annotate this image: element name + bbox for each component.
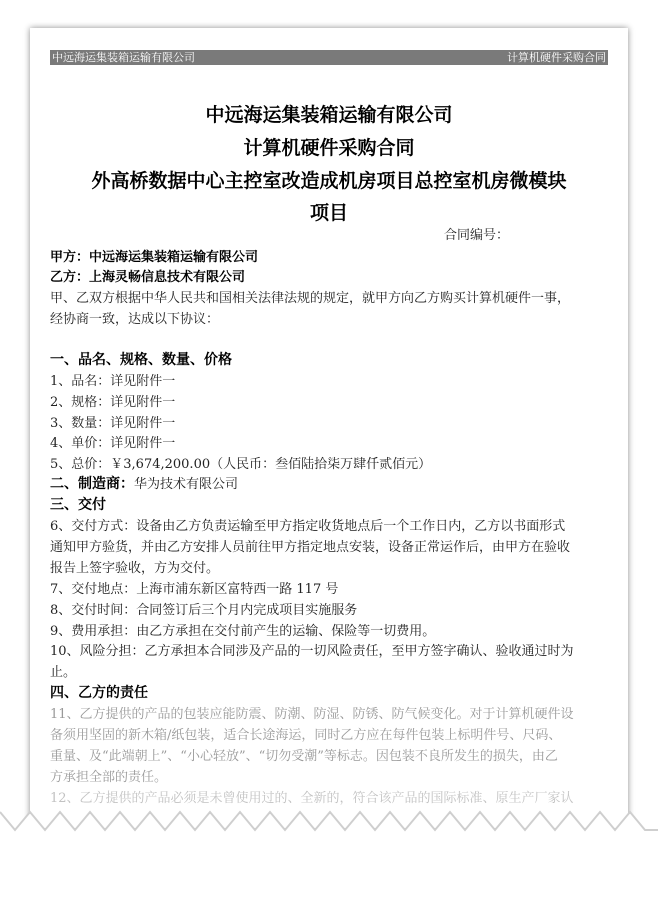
title-company: 中远海运集装箱运输有限公司 [205,104,453,126]
intro-line: 甲、乙双方根据中华人民共和国相关法律法规的规定，就甲方向乙方购买计算机硬件一事， [50,291,571,306]
responsibility-line: 11、乙方提供的产品的包装应能防震、防潮、防湿、防锈、防气候变化。对于计算机硬件设 [50,707,574,722]
responsibility-line: 备须用坚固的新木箱/纸包装，适合长途海运，同时乙方应在每件包装上标明件号、尺码、 [50,728,562,743]
list-item: 1、品名：详见附件一 [50,374,176,389]
header-doc-title: 计算机硬件采购合同 [507,51,606,64]
list-item: 2、规格：详见附件一 [50,395,176,410]
total-price: 5、总价：￥3,674,200.00（人民币：叁佰陆拾柒万肆仟贰佰元） [50,457,432,472]
responsibility-line: 12、乙方提供的产品必须是未曾使用过的、全新的，符合该产品的国际标准、原生产厂家认 [50,791,574,806]
intro-line: 经协商一致，达成以下协议： [50,312,220,327]
manufacturer-line [50,473,610,493]
delivery-line: 报告上签字验收，方为交付。 [50,561,220,576]
title-project-cont: 项目 [309,202,348,224]
torn-edge [0,808,658,922]
title-project: 外高桥数据中心主控室改造成机房项目总控室机房微模块 [91,170,567,192]
responsibility-line: 重量、及“此端朝上”、“小心轻放”、“切勿受潮”等标志。因包装不良所发生的损失，由乙 [50,749,558,764]
header-company: 中远海运集装箱运输有限公司 [52,51,195,64]
list-item: 4、单价：详见附件一 [50,436,176,451]
section-heading-4: 四、乙方的责任 [50,685,148,701]
contract-number-label: 合同编号： [444,228,510,243]
section-heading-2: 二、制造商： [50,476,134,492]
delivery-line: 7、交付地点：上海市浦东新区富特西一路 117 号 [50,582,339,597]
section-heading-1: 一、品名、规格、数量、价格 [50,352,232,368]
party-a: 甲方：中远海运集装箱运输有限公司 [50,250,259,265]
delivery-line: 10、风险分担：乙方承担本合同涉及产品的一切风险责任，至甲方签字确认、验收通过时为 [50,644,574,659]
delivery-line: 9、费用承担：由乙方承担在交付前产生的运输、保险等一切费用。 [50,624,436,639]
delivery-line: 6、交付方式：设备由乙方负责运输至甲方指定收货地点后一个工作日内，乙方以书面形式 [50,519,566,534]
responsibility-line: 方承担全部的责任。 [50,770,168,785]
delivery-line: 通知甲方验货，并由乙方安排人员前往甲方指定地点安装，设备正常运作后，由甲方在验收 [50,540,571,555]
delivery-line: 8、交付时间：合同签订后三个月内完成项目实施服务 [50,603,358,618]
delivery-line: 止。 [50,665,77,680]
list-item: 3、数量：详见附件一 [50,416,176,431]
section-heading-3: 三、交付 [50,497,106,513]
running-header [50,50,608,65]
party-b: 乙方：上海灵畅信息技术有限公司 [50,270,246,285]
title-contract: 计算机硬件采购合同 [243,137,415,159]
manufacturer-value: 华为技术有限公司 [134,477,239,492]
